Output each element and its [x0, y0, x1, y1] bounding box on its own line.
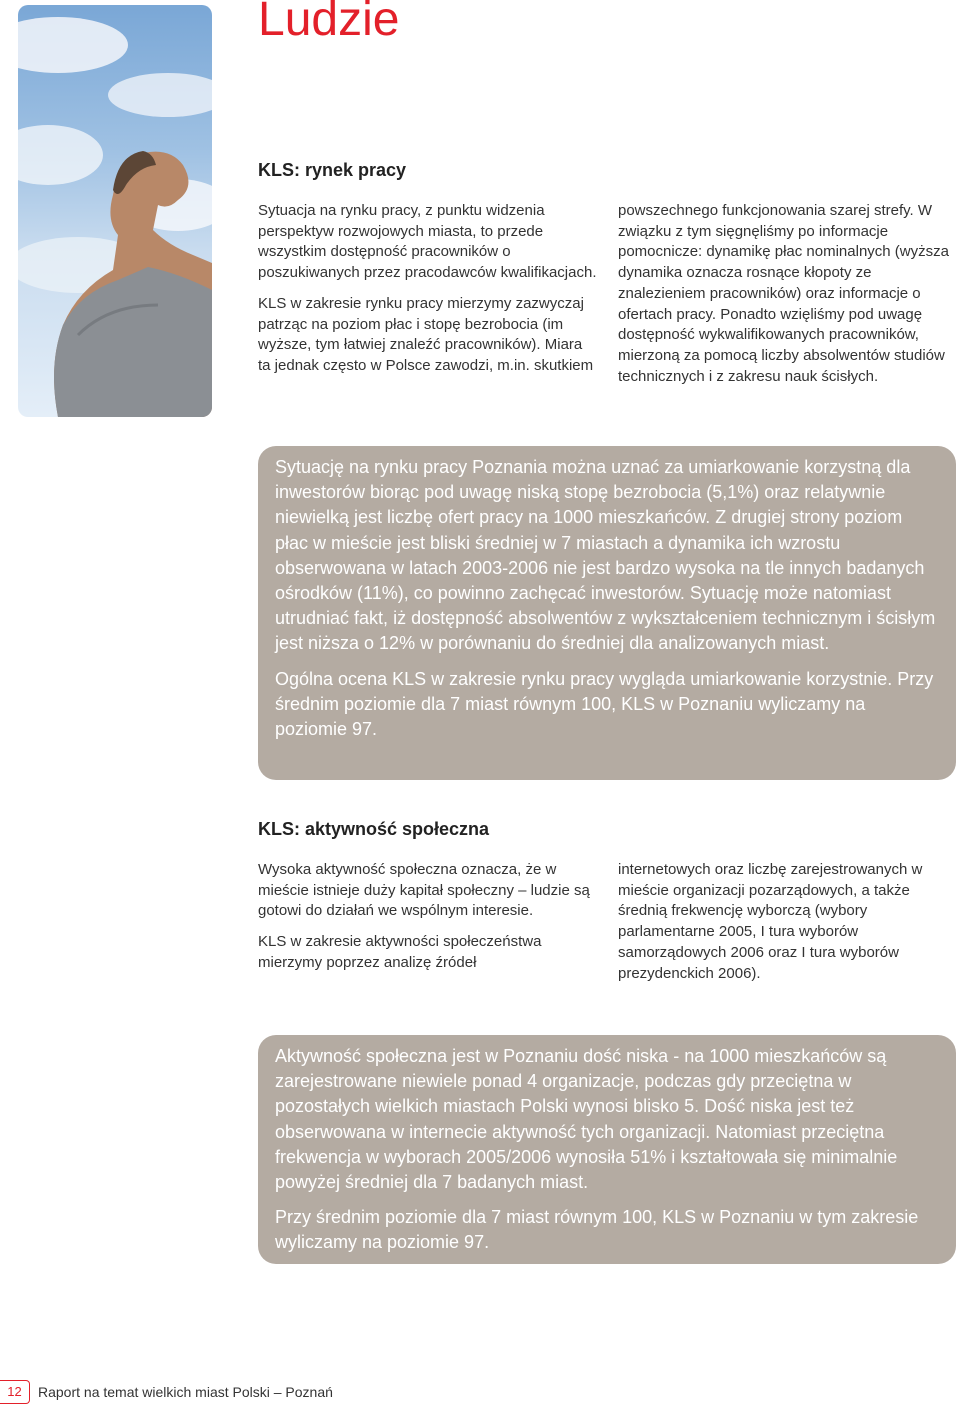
paragraph: KLS w zakresie rynku pracy mierzymy zazwyczaj patrząc na poziom płac i stopę bezrobocia (im wyższe, tym łatwiej znaleźć pracowników). Miara ta jednak często w Polsce zawodzi, m.in. skutkiem	[258, 294, 594, 374]
paragraph: KLS w zakresie aktywności społeczeństwa mierzymy poprzez analizę źródeł	[258, 933, 542, 971]
paragraph: powszechnego funkcjonowania szarej strefy. W związku z tym sięgnęliśmy po informacje pomocnicze: dynamikę płac nominalnych (wyższa dynamika oznacza rosnące kłopoty ze znalezieniem pracowników) oraz informacje o ofertach pracy. Ponadto wzięliśmy pod uwagę dostępność wykwalifikowanych pracowników, mierzoną za pomocą liczby absolwentów studiów technicznych i z zakresu nauk ścisłych.	[618, 202, 949, 385]
section-heading-labor-market: KLS: rynek pracy	[258, 160, 407, 180]
social-activity-column-left	[258, 860, 598, 984]
paragraph: Sytuacja na rynku pracy, z punktu widzenia perspektyw rozwojowych miasta, to przede wszystkim dostępność pracowników o poszukiwanych przez pracodawców kwalifikacjach.	[258, 202, 597, 282]
summary-paragraph: Sytuację na rynku pracy Poznania można uznać za umiarkowanie korzystną dla inwestorów biorąc pod uwagę niską stopę bezrobocia (5,1%) oraz relatywnie niewielką jest liczbę ofert pracy na 1000 mieszkańców. Z drugiej strony poziom płac w mieście jest bliski średniej w 7 miastach a dynamika ich wzrostu obserwowana w latach 2003-2006 nie jest bardzo wysoka na tle innych badanych ośrodków (11%), co powinno zachęcać inwestorów. Sytuację może natomiast utrudniać fakt, iż dostępność absolwentów z wykształceniem technicznym i ścisłym jest niższa o 12% w porównaniu do średniej dla analizowanych miast.	[275, 457, 936, 654]
summary-paragraph: Aktywność społeczna jest w Poznaniu dość niska - na 1000 mieszkańców są zarejestrowane niewiele ponad 4 organizacje, podczas gdy przeciętna w pozostałych wielkich miastach Polski wynosi blisko 5. Dość niska jest też obserwowana w internecie aktywność tych organizacji. Natomiast przeciętna frekwencja w wyborach 2005/2006 wynosiła 51% i kształtowała się minimalnie powyżej średniej dla 7 badanych miast.	[275, 1046, 898, 1193]
paragraph: Wysoka aktywność społeczna oznacza, że w mieście istnieje duży kapitał społeczny – ludzie są gotowi do działań we wspólnym interesie.	[258, 861, 590, 920]
labor-market-column-left	[258, 201, 598, 387]
section-heading-social-activity: KLS: aktywność społeczna	[258, 819, 490, 839]
hero-photo	[18, 5, 212, 417]
social-activity-column-right	[618, 860, 958, 994]
paragraph: internetowych oraz liczbę zarejestrowanych w mieście organizacji pozarządowych, a także średnią frekwencję wyborczą (wybory parlamentarne 2005, I tura wyborów samorządowych 2006 oraz I tura wyborów prezydenckich 2006).	[618, 861, 923, 982]
labor-market-column-right	[618, 201, 958, 397]
summary-paragraph: Ogólna ocena KLS w zakresie rynku pracy wygląda umiarkowanie korzystnie. Przy średnim poziomie dla 7 miast równym 100, KLS w Poznaniu wyliczamy na poziomie 97.	[275, 668, 934, 740]
summary-paragraph: Przy średnim poziomie dla 7 miast równym 100, KLS w Poznaniu w tym zakresie wyliczamy na poziomie 97.	[275, 1207, 919, 1253]
page-number: 12	[0, 1380, 30, 1404]
page-title: Ludzie	[258, 0, 400, 46]
footer-title: Raport na temat wielkich miast Polski – Poznań	[38, 1384, 333, 1400]
labor-market-summary-box	[258, 446, 956, 780]
page-footer	[0, 1380, 333, 1404]
social-activity-summary-box	[258, 1035, 956, 1264]
man-looking-up-illustration	[18, 5, 212, 417]
